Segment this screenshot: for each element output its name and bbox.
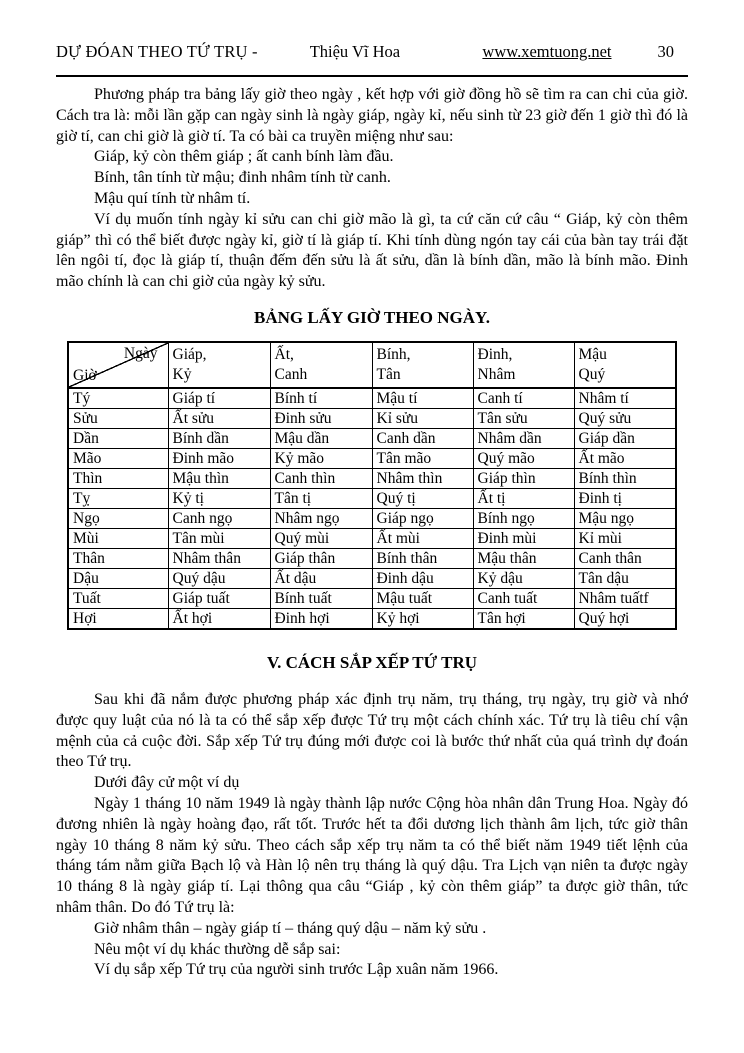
hour-branch-cell: Thân [68,548,168,568]
verse-line-2: Bính, tân tính từ mậu; đinh nhâm tính từ canh. [94,169,391,187]
hour-pillar-cell: Mậu dần [270,428,372,448]
corner-cell [68,342,168,388]
hour-pillar-cell: Quý mão [473,448,574,468]
hour-pillar-cell: Tân mùi [168,528,270,548]
hour-pillar-cell: Quý tị [372,488,473,508]
hour-pillar-cell: Canh dần [372,428,473,448]
hour-pillar-cell: Quý hợi [574,608,676,629]
table-row [68,468,676,488]
book-title: DỰ ĐÓAN THEO TỨ TRỤ - [56,42,258,61]
day-stem-header-cell: Bính, Tân [372,342,473,388]
table-row [68,508,676,528]
hour-branch-cell: Sửu [68,408,168,428]
hour-pillar-cell: Ất sửu [168,408,270,428]
hour-pillar-cell: Tân tị [270,488,372,508]
hour-pillar-cell: Nhâm thân [168,548,270,568]
hour-pillar-cell: Đinh tị [574,488,676,508]
hour-pillar-cell: Nhâm ngọ [270,508,372,528]
hour-branch-cell: Dậu [68,568,168,588]
page-number: 30 [657,42,674,61]
table-row [68,448,676,468]
intro-paragraph-1: Phương pháp tra bảng lấy giờ theo ngày , kết hợp với giờ đồng hồ sẽ tìm ra can chi của giờ. Cách tra là: mỗi lần gặp can ngày sinh là ngày giáp, ngày kỉ, nếu sinh từ 23 giờ đến 1 giờ thì đó là giờ tí, can chi giờ là giờ tí. Ta có bài ca truyền miệng như sau: [56,86,688,145]
hour-branch-cell: Tỵ [68,488,168,508]
day-stem-header-cell: Ất, Canh [270,342,372,388]
table-row [68,408,676,428]
hour-pillar-cell: Kỷ mão [270,448,372,468]
hour-pillar-cell: Quý dậu [168,568,270,588]
section-line-4: Ví dụ sắp xếp Tứ trụ của người sinh trước Lập xuân năm 1966. [94,961,499,979]
table-row [68,608,676,629]
day-stem-header-cell: Giáp, Kỷ [168,342,270,388]
hour-pillar-cell: Giáp ngọ [372,508,473,528]
hour-by-day-table [67,341,677,630]
hour-pillar-cell: Mậu thìn [168,468,270,488]
hour-pillar-cell: Canh thìn [270,468,372,488]
table-row [68,548,676,568]
hour-pillar-cell: Bính tí [270,388,372,409]
table-row [68,428,676,448]
hour-table-body [68,388,676,629]
section-heading: V. CÁCH SẮP XẾP TỨ TRỤ [266,652,478,672]
day-stem-header-cell: Đinh, Nhâm [473,342,574,388]
page-header [56,42,688,77]
hour-pillar-cell: Nhâm tuấtf [574,588,676,608]
hour-pillar-cell: Quý sửu [574,408,676,428]
hour-pillar-cell: Ất tị [473,488,574,508]
table-row [68,588,676,608]
hour-pillar-cell: Nhâm dần [473,428,574,448]
hour-pillar-cell: Đinh mùi [473,528,574,548]
corner-label-day: Ngày [123,344,158,362]
table-row [68,568,676,588]
hour-branch-cell: Ngọ [68,508,168,528]
hour-pillar-cell: Nhâm thìn [372,468,473,488]
hour-pillar-cell: Bính ngọ [473,508,574,528]
section-paragraph-1: Sau khi đã nắm được phương pháp xác định trụ năm, trụ tháng, trụ ngày, trụ giờ và nhớ được quy luật của nó là ta có thể sắp xếp được Tứ trụ một cách chính xác. Tứ trụ là tiêu chí vận mệnh của cả cuộc đời. Sắp xếp Tứ trụ đúng mới được coi là bước thứ nhất của quá trình dự đoán theo Tứ trụ. [56,690,688,771]
hour-branch-cell: Mùi [68,528,168,548]
day-stem-header-cell: Mậu Quý [574,342,676,388]
hour-pillar-cell: Bính thìn [574,468,676,488]
hour-table-header-row [68,342,676,388]
table-row [68,528,676,548]
hour-pillar-cell: Ất mùi [372,528,473,548]
intro-paragraph-2: Ví dụ muốn tính ngày kỉ sửu can chi giờ mão là gì, ta cứ căn cứ câu “ Giáp, kỷ còn thêm giáp” thì có thể biết được ngày kỉ, giờ tí là giáp tí. Khi tính dùng ngón tay cái của bàn tay trái đặt lên ngôi tí, đọc là giáp tí, thuận đếm đến sửu là ất sửu, dần là bính dần, mão là bính mão. Đinh mão chính là can chi giờ của ngày kỷ sửu. [56,210,688,291]
hour-pillar-cell: Mậu tí [372,388,473,409]
hour-pillar-cell: Ất dậu [270,568,372,588]
hour-pillar-cell: Giáp thân [270,548,372,568]
hour-pillar-cell: Tân sửu [473,408,574,428]
hour-branch-cell: Thìn [68,468,168,488]
hour-pillar-cell: Giáp dần [574,428,676,448]
table-heading: BẢNG LẤY GIỜ THEO NGÀY. [254,307,490,327]
hour-pillar-cell: Bính tuất [270,588,372,608]
hour-pillar-cell: Đinh sửu [270,408,372,428]
hour-pillar-cell: Canh ngọ [168,508,270,528]
hour-table-header [68,342,676,388]
hour-pillar-cell: Giáp tuất [168,588,270,608]
hour-pillar-cell: Kỉ sửu [372,408,473,428]
hour-pillar-cell: Canh tí [473,388,574,409]
hour-pillar-cell: Đinh mão [168,448,270,468]
hour-pillar-cell: Ất hợi [168,608,270,629]
hour-pillar-cell: Canh tuất [473,588,574,608]
hour-pillar-cell: Canh thân [574,548,676,568]
hour-branch-cell: Tuất [68,588,168,608]
hour-pillar-cell: Kỷ hợi [372,608,473,629]
hour-branch-cell: Dần [68,428,168,448]
section-line-3: Nêu một ví dụ khác thường dễ sắp sai: [94,940,341,958]
hour-branch-cell: Mão [68,448,168,468]
hour-pillar-cell: Kỉ mùi [574,528,676,548]
hour-pillar-cell: Bính dần [168,428,270,448]
hour-branch-cell: Tý [68,388,168,409]
table-row [68,388,676,409]
hour-pillar-cell: Bính thân [372,548,473,568]
hour-pillar-cell: Đinh hợi [270,608,372,629]
verse-line-3: Mậu quí tính từ nhâm tí. [94,189,251,207]
corner-label-hour: Giờ [73,366,97,384]
section-line-1: Dưới đây cử một ví dụ [94,774,240,792]
hour-pillar-cell: Giáp tí [168,388,270,409]
hour-pillar-cell: Tân dậu [574,568,676,588]
hour-pillar-cell: Quý mùi [270,528,372,548]
hour-pillar-cell: Mậu thân [473,548,574,568]
hour-pillar-cell: Mậu ngọ [574,508,676,528]
hour-pillar-cell: Tân mão [372,448,473,468]
verse-line-1: Giáp, kỷ còn thêm giáp ; ất canh bính làm đầu. [94,148,394,166]
hour-pillar-cell: Nhâm tí [574,388,676,409]
hour-pillar-cell: Kỷ dậu [473,568,574,588]
hour-branch-cell: Hợi [68,608,168,629]
hour-pillar-cell: Ất mão [574,448,676,468]
hour-pillar-cell: Đinh dậu [372,568,473,588]
website-link[interactable]: www.xemtuong.net [482,42,612,61]
section-paragraph-2: Ngày 1 tháng 10 năm 1949 là ngày thành lập nước Cộng hòa nhân dân Trung Hoa. Ngày đó đương nhiên là ngày hoàng đạo, rất tốt. Trước hết ta đổi dương lịch thành âm lịch, tức giờ thân ngày 10 tháng 8 năm kỷ sửu. Theo cách sắp xếp trụ năm ta có thể biết năm 1949 tiết lệnh của tháng tám nằm giữa Bạch lộ và Hàn lộ nên trụ tháng là quý dậu. Tra Lịch vạn niên ta được ngày 10 tháng 8 là ngày giáp tí. Lại thông qua câu “Giáp , kỷ còn thêm giáp” ta được giờ thân, tức nhâm thân. Do đó Tứ trụ là: [56,794,688,916]
table-row [68,488,676,508]
section-line-2: Giờ nhâm thân – ngày giáp tí – tháng quý dậu – năm kỷ sửu . [94,919,487,937]
hour-pillar-cell: Giáp thìn [473,468,574,488]
hour-pillar-cell: Mậu tuất [372,588,473,608]
author-name: Thiệu Vĩ Hoa [309,42,401,61]
hour-pillar-cell: Tân hợi [473,608,574,629]
hour-pillar-cell: Kỷ tị [168,488,270,508]
